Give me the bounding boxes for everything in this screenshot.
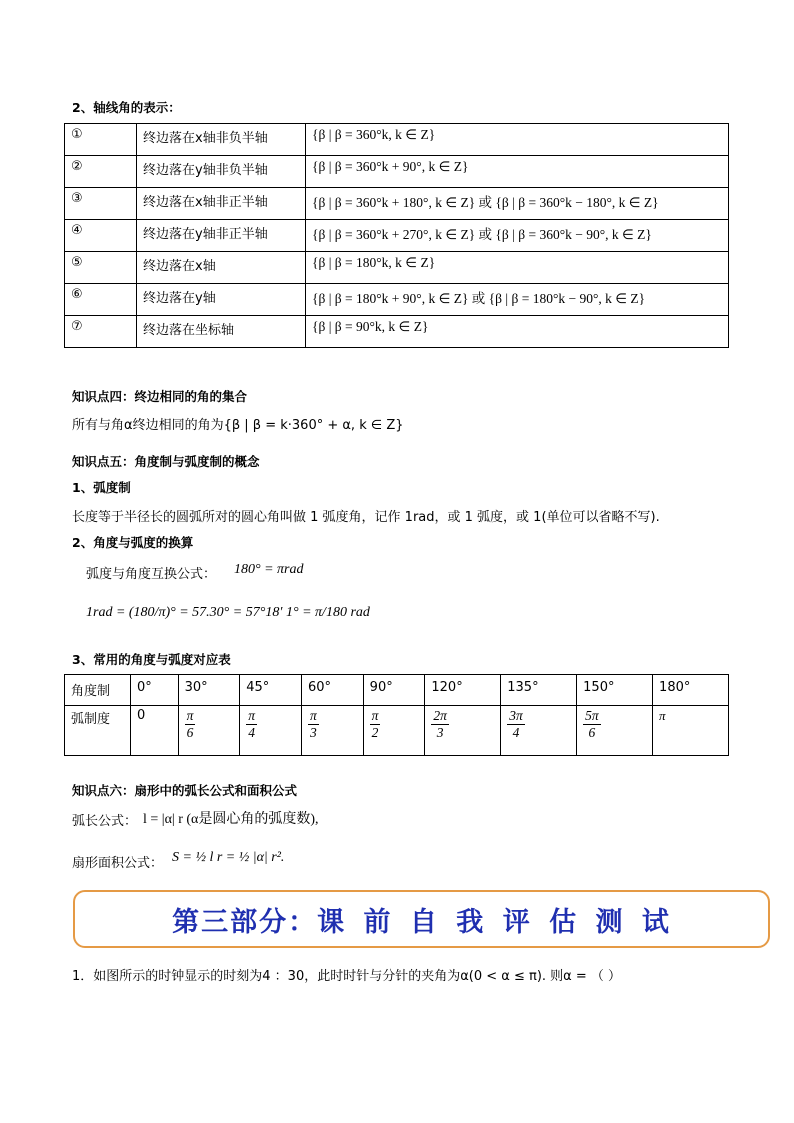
degree-cell: 60° (301, 675, 363, 706)
radian-cell (653, 706, 729, 756)
kp5-table-heading: 3、常用的角度与弧度对应表 (72, 652, 231, 667)
part-three-banner (73, 890, 770, 948)
axis-row-description: 终边落在y轴非正半轴 (137, 220, 306, 252)
radian-cell (131, 706, 179, 756)
radian-denominator: 3 (309, 725, 317, 740)
radian-cell (363, 706, 425, 756)
conversion-formula-deg: 1° = π/180 rad (286, 605, 370, 620)
radian-value: 0 (137, 708, 146, 723)
radian-denominator: 6 (588, 725, 596, 740)
radian-fraction (583, 708, 601, 741)
radian-fraction (246, 708, 257, 741)
radian-fraction (507, 708, 525, 741)
kp5-radian-heading: 1、弧度制 (72, 480, 131, 495)
radian-cell (425, 706, 501, 756)
axis-row-set: {β | β = 360°k + 90°, k ∈ Z} (306, 156, 729, 188)
radian-fraction (370, 708, 381, 741)
arc-length-label: 弧长公式： (72, 814, 138, 829)
degree-cell: 45° (240, 675, 302, 706)
degree-cell: 180° (653, 675, 729, 706)
sector-area-label: 扇形面积公式： (72, 856, 164, 871)
axis-table-row (65, 316, 729, 348)
conversion-formula: 180° = πrad (234, 562, 304, 577)
axis-row-set: {β | β = 360°k + 180°, k ∈ Z} 或 {β | β = 360°k − 180°, k ∈ Z} (306, 188, 729, 220)
axis-row-number: ④ (65, 220, 137, 252)
kp4-text: 所有与角α终边相同的角为{β | β = k·360° + α, k ∈ Z} (72, 418, 404, 433)
axis-row-number: ⑦ (65, 316, 137, 348)
axis-angle-table (64, 123, 729, 348)
axis-row-description: 终边落在坐标轴 (137, 316, 306, 348)
radian-numerator: π (248, 708, 256, 723)
axis-row-set: {β | β = 180°k, k ∈ Z} (306, 252, 729, 284)
axis-row-number: ⑤ (65, 252, 137, 284)
degree-cell: 0° (131, 675, 179, 706)
radian-denominator: 4 (248, 725, 256, 740)
radian-numerator: π (186, 708, 194, 723)
sector-area-formula: S = ½ l r = ½ |α| r². (172, 850, 285, 865)
part-three-banner-text: 第三部分：课 前 自 我 评 估 测 试 (172, 906, 671, 938)
radian-cell (301, 706, 363, 756)
axis-row-number: ② (65, 156, 137, 188)
radian-numerator: 3π (509, 708, 523, 723)
radian-numerator: π (309, 708, 317, 723)
axis-row-number: ③ (65, 188, 137, 220)
degree-row (65, 675, 729, 706)
radian-row (65, 706, 729, 756)
angle-radian-table (64, 674, 729, 756)
degree-cell: 90° (363, 675, 425, 706)
conversion-label: 弧度与角度互换公式： (86, 567, 217, 582)
radian-denominator: 2 (371, 725, 379, 740)
radian-numerator: 2π (433, 708, 447, 723)
axis-table-row (65, 156, 729, 188)
kp4-title: 知识点四：终边相同的角的集合 (72, 389, 248, 404)
radian-fraction (431, 708, 449, 741)
radian-fraction (185, 708, 196, 741)
radian-cell (178, 706, 240, 756)
radian-value: π (659, 708, 666, 723)
radian-denominator: 4 (512, 725, 520, 740)
axis-table-row (65, 124, 729, 156)
axis-table-row (65, 284, 729, 316)
axis-row-number: ⑥ (65, 284, 137, 316)
radian-numerator: π (371, 708, 379, 723)
axis-row-description: 终边落在x轴非正半轴 (137, 188, 306, 220)
degree-cell: 135° (501, 675, 577, 706)
axis-row-set: {β | β = 180°k + 90°, k ∈ Z} 或 {β | β = 180°k − 90°, k ∈ Z} (306, 284, 729, 316)
kp5-radian-definition: 长度等于半径长的圆弧所对的圆心角叫做 1 弧度角，记作 1rad，或 1 弧度，或 1(单位可以省略不写). (72, 510, 660, 525)
radian-denominator: 6 (186, 725, 194, 740)
axis-row-description: 终边落在y轴非负半轴 (137, 156, 306, 188)
degree-cell: 30° (178, 675, 240, 706)
kp5-conversion-heading: 2、角度与弧度的换算 (72, 535, 194, 550)
axis-table-row (65, 252, 729, 284)
axis-table-row (65, 188, 729, 220)
radian-cell (501, 706, 577, 756)
axis-table-row (65, 220, 729, 252)
kp5-title: 知识点五：角度制与弧度制的概念 (72, 454, 260, 469)
arc-length-formula: l = |α| r (α是圆心角的弧度数), (143, 812, 319, 827)
radian-cell (240, 706, 302, 756)
axis-row-number: ① (65, 124, 137, 156)
degree-cell: 150° (577, 675, 653, 706)
axis-row-description: 终边落在y轴 (137, 284, 306, 316)
radian-numerator: 5π (585, 708, 599, 723)
kp6-title: 知识点六：扇形中的弧长公式和面积公式 (72, 783, 298, 798)
degree-row-label: 角度制 (65, 675, 131, 706)
degree-cell: 120° (425, 675, 501, 706)
axis-row-description: 终边落在x轴 (137, 252, 306, 284)
axis-row-set: {β | β = 360°k, k ∈ Z} (306, 124, 729, 156)
radian-row-label: 弧制度 (65, 706, 131, 756)
radian-denominator: 3 (436, 725, 444, 740)
radian-fraction (308, 708, 319, 741)
axis-row-description: 终边落在x轴非负半轴 (137, 124, 306, 156)
axis-row-set: {β | β = 90°k, k ∈ Z} (306, 316, 729, 348)
question-1: 1．如图所示的时钟显示的时刻为4 ：30，此时时针与分针的夹角为α(0 < α ≤ π). 则α = （ ） (72, 969, 622, 984)
conversion-formula-rad: 1rad = (180/π)° = 57.30° = 57°18′ (86, 605, 283, 620)
radian-cell (577, 706, 653, 756)
axis-row-set: {β | β = 360°k + 270°, k ∈ Z} 或 {β | β = 360°k − 90°, k ∈ Z} (306, 220, 729, 252)
section-title-axis-angles: 2、轴线角的表示： (72, 100, 181, 115)
